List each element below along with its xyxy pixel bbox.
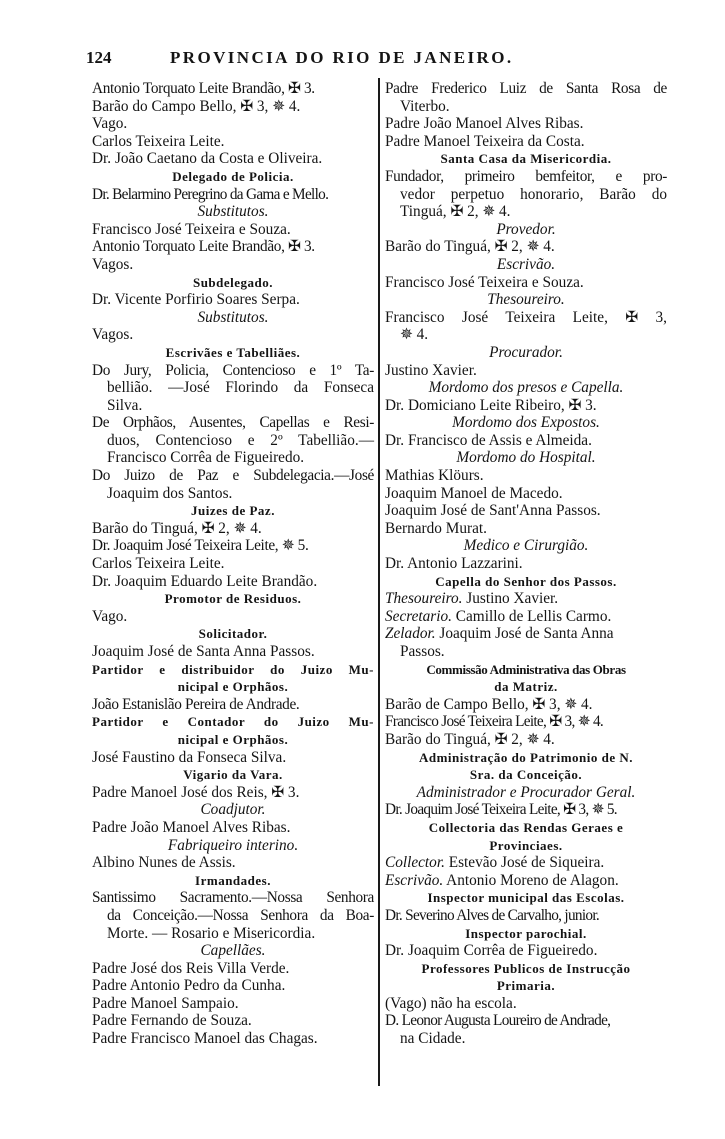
entry-line: duos, Contencioso e 2º Tabellião.— — [107, 431, 374, 449]
entry-line: Padre João Manoel Alves Ribas. — [385, 115, 584, 133]
subheading: Escrivão. — [496, 255, 556, 273]
entry-line: Dr. Joaquim Eduardo Leite Brandão. — [92, 572, 318, 590]
entry-line: ✵ 4. — [400, 326, 429, 344]
entry-line: Dr. Vicente Porfirio Soares Serpa. — [92, 291, 300, 309]
section-heading: Commissão Administrativa das Obras — [426, 661, 626, 677]
entry-line: vedor perpetuo honorario, Barão do — [400, 185, 667, 203]
section-heading: Escrivães e Tabelliães. — [165, 344, 301, 360]
entry-line: Dr. Joaquim José Teixeira Leite, ✠ 3, ✵ 5. — [385, 801, 617, 819]
entry-line: Padre José dos Reis Villa Verde. — [92, 959, 290, 977]
entry-line: Bernardo Murat. — [385, 519, 487, 537]
entry-line: Joaquim José de Santa Anna Passos. — [92, 643, 315, 660]
role-holder: Estevão José de Siqueira. — [444, 854, 605, 872]
entry-line: Padre Francisco Manoel das Chagas. — [92, 1030, 318, 1048]
entry-line: Padre Frederico Luiz de Santa Rosa de — [385, 80, 667, 97]
section-heading: Irmandades. — [195, 872, 271, 888]
entry-line: Do Juizo de Paz e Subdelegacia.—José — [92, 467, 374, 485]
subheading: Coadjutor. — [200, 801, 266, 819]
entry-line: Padre Fernando de Souza. — [92, 1012, 252, 1030]
subheading: Administrador e Procurador Geral. — [416, 783, 636, 801]
section-heading: Vigario da Vara. — [183, 767, 283, 783]
entry-line: da Conceição.—Nossa Senhora da Boa- — [107, 906, 374, 924]
entry-line: Padre Manoel Sampaio. — [92, 994, 239, 1012]
entry-line: Viterbo. — [400, 97, 450, 115]
entry-line: Dr. Antonio Lazzarini. — [385, 555, 523, 573]
section-heading: Professores Publicos de Instrucção — [421, 960, 631, 976]
entry-line: Dr. Joaquim Corrêa de Figueiredo. — [385, 942, 598, 960]
entry-line: Vagos. — [92, 255, 134, 273]
entry-line: Barão do Campo Bello, ✠ 3, ✵ 4. — [92, 97, 301, 115]
subheading: Medico e Cirurgião. — [463, 537, 589, 555]
section-heading: Inspector parochial. — [465, 925, 587, 941]
entry-line: Francisco Corrêa de Figueiredo. — [107, 449, 305, 467]
entry-line: bellião. —José Florindo da Fonseca — [107, 379, 374, 397]
entry-line: José Faustino da Fonseca Silva. — [92, 748, 287, 766]
section-heading: Provinciaes. — [489, 837, 563, 853]
entry-line — [385, 625, 667, 643]
section-heading: da Matriz. — [494, 679, 558, 695]
role-holder: Justino Xavier. — [462, 590, 559, 608]
entry-line: Albino Nunes de Assis. — [92, 854, 236, 872]
role-holder: Camillo de Lellis Carmo. — [451, 607, 612, 625]
entry-line: Mathias Klöurs. — [385, 467, 484, 485]
section-heading: Solicitador. — [198, 626, 268, 642]
subheading: Substitutos. — [197, 308, 269, 326]
role-label: Zelador. — [385, 625, 436, 643]
entry-line: D. Leonor Augusta Loureiro de Andrade, — [385, 1012, 611, 1030]
entry-line: Francisco José Teixeira Leite, ✠ 3, — [385, 308, 667, 326]
section-heading: Primaria. — [496, 978, 556, 994]
section-heading: Inspector municipal das Escolas. — [427, 890, 625, 906]
role-holder: Antonio Moreno de Alagon. — [443, 871, 619, 889]
subheading: Substitutos. — [197, 203, 269, 221]
entry-line: Dr. Belarmino Peregrino da Gama e Mello. — [92, 185, 329, 203]
role-label: Thesoureiro. — [385, 590, 463, 608]
entry-line: Passos. — [400, 643, 445, 660]
entry-line: Carlos Teixeira Leite. — [92, 555, 225, 573]
role-label: Escrivão. — [385, 871, 444, 889]
section-heading: Promotor de Residuos. — [164, 591, 302, 607]
entry-line: Tinguá, ✠ 2, ✵ 4. — [400, 203, 511, 221]
entry-line: Padre Manoel José dos Reis, ✠ 3. — [92, 783, 300, 801]
entry-line: Francisco José Teixeira e Souza. — [92, 220, 291, 238]
section-heading: nicipal e Orphãos. — [177, 731, 289, 747]
section-heading: Capella do Senhor dos Passos. — [435, 573, 617, 589]
entry-line: Do Jury, Policia, Contencioso e 1º Ta- — [92, 361, 374, 379]
entry-line: Vago. — [92, 115, 128, 133]
entry-line: Santissimo Sacramento.—Nossa Senhora — [92, 889, 374, 907]
running-title: PROVINCIA DO RIO DE JANEIRO. — [170, 48, 514, 67]
entry-line — [385, 590, 667, 608]
entry-line — [385, 854, 667, 872]
right-column — [385, 80, 667, 1048]
section-heading: Delegado de Policia. — [172, 168, 294, 184]
entry-line: (Vago) não ha escola. — [385, 994, 517, 1012]
role-label: Secretario. — [385, 607, 452, 625]
entry-line: Barão do Tinguá, ✠ 2, ✵ 4. — [385, 730, 555, 748]
section-heading: Santa Casa da Misericordia. — [440, 151, 612, 167]
entry-line: Francisco José Teixeira Leite, ✠ 3, ✵ 4. — [385, 713, 604, 731]
entry-line: Joaquim Manoel de Macedo. — [385, 484, 563, 502]
entry-line: Vagos. — [92, 326, 134, 344]
entry-line: Dr. Severino Alves de Carvalho, junior. — [385, 906, 600, 924]
entry-line: Dr. João Caetano da Costa e Oliveira. — [92, 150, 323, 168]
subheading: Mordomo dos presos e Capella. — [428, 379, 624, 397]
subheading: Mordomo do Hospital. — [456, 449, 596, 467]
column-rule — [378, 78, 380, 1086]
entry-line: Barão do Tinguá, ✠ 2, ✵ 4. — [92, 519, 262, 537]
section-heading: Collectoria das Rendas Geraes e — [428, 819, 624, 835]
entry-line: Antonio Torquato Leite Brandão, ✠ 3. — [92, 80, 315, 97]
entry-line — [385, 872, 667, 890]
page-number: 124 — [86, 48, 112, 67]
entry-line — [385, 608, 667, 626]
entry-line: Joaquim José de Sant'Anna Passos. — [385, 502, 601, 520]
entry-line: Padre Antonio Pedro da Cunha. — [92, 977, 286, 995]
entry-line: Carlos Teixeira Leite. — [92, 132, 225, 150]
subheading: Procurador. — [489, 343, 563, 361]
entry-line: Morte. — Rosario e Misericordia. — [107, 924, 316, 942]
subheading: Capellães. — [200, 942, 266, 960]
subheading: Thesoureiro. — [487, 291, 565, 309]
entry-line: Justino Xavier. — [385, 361, 477, 379]
section-heading: Administração do Patrimonio de N. — [418, 749, 634, 765]
subheading: Mordomo dos Expostos. — [452, 414, 600, 432]
section-heading: Partidor e distribuidor do Juizo Mu- — [92, 661, 374, 677]
left-column — [92, 80, 374, 1048]
entry-line: Barão do Tinguá, ✠ 2, ✵ 4. — [385, 238, 555, 256]
entry-line: Silva. — [107, 396, 143, 414]
entry-line: Padre João Manoel Alves Ribas. — [92, 818, 291, 836]
section-heading: Partidor e Contador do Juizo Mu- — [92, 714, 374, 730]
entry-line: Dr. Joaquim José Teixeira Leite, ✵ 5. — [92, 537, 309, 555]
entry-line: Dr. Domiciano Leite Ribeiro, ✠ 3. — [385, 396, 597, 414]
entry-line: Fundador, primeiro bemfeitor, e pro- — [385, 167, 667, 185]
section-heading: nicipal e Orphãos. — [177, 679, 289, 695]
role-holder: Joaquim José de Santa Anna — [435, 625, 614, 643]
subheading: Fabriqueiro interino. — [167, 836, 299, 854]
entry-line: De Orphãos, Ausentes, Capellas e Resi- — [92, 414, 374, 432]
entry-line: Francisco José Teixeira e Souza. — [385, 273, 584, 291]
role-label: Collector. — [385, 854, 445, 872]
subheading: Provedor. — [496, 220, 556, 238]
entry-line: Barão de Campo Bello, ✠ 3, ✵ 4. — [385, 695, 593, 713]
section-heading: Sra. da Conceição. — [469, 767, 583, 783]
entry-line: Padre Manoel Teixeira da Costa. — [385, 132, 585, 150]
entry-line: na Cidade. — [400, 1030, 466, 1048]
entry-line: João Estanislão Pereira de Andrade. — [92, 695, 300, 713]
entry-line: Antonio Torquato Leite Brandão, ✠ 3. — [92, 238, 315, 256]
entry-line: Joaquim dos Santos. — [107, 484, 233, 502]
entry-line: Dr. Francisco de Assis e Almeida. — [385, 431, 592, 449]
entry-line: Vago. — [92, 607, 128, 625]
section-heading: Juizes de Paz. — [191, 503, 275, 519]
section-heading: Subdelegado. — [192, 274, 274, 290]
